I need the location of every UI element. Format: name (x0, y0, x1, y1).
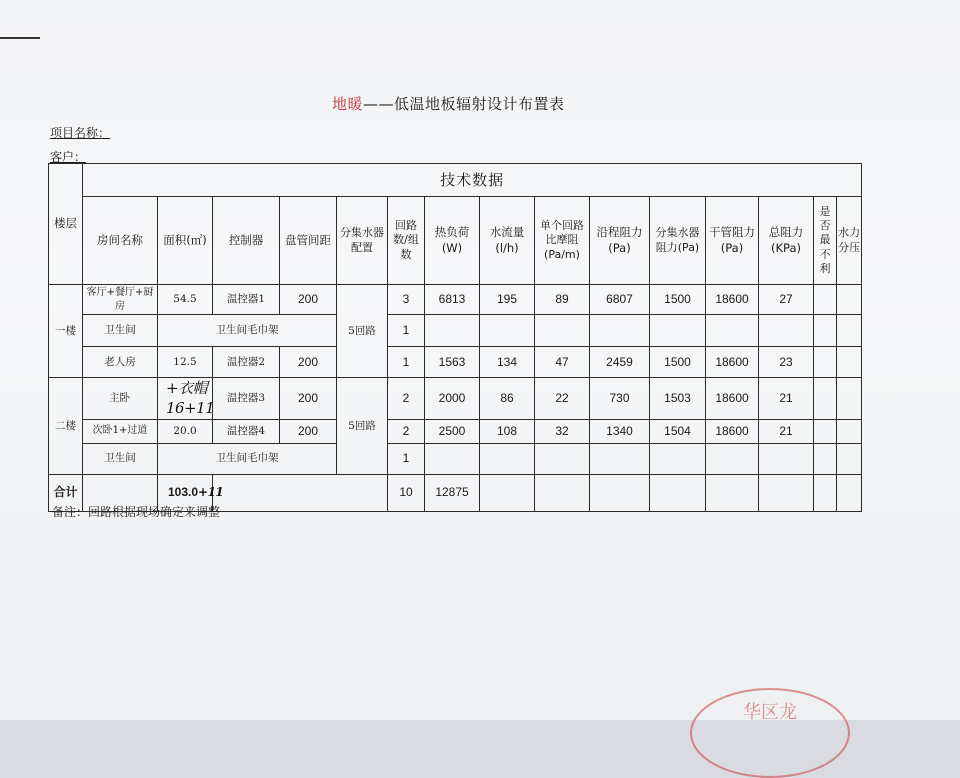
friction-value: 32 (535, 419, 590, 443)
main-res-cell (706, 315, 759, 347)
total-blank-cell (213, 474, 388, 511)
manifold-value: 5回路 (337, 285, 388, 378)
flow-cell (480, 315, 535, 347)
spacing-value: 200 (280, 378, 337, 420)
flow-value: 108 (480, 419, 535, 443)
col-manifold-config: 分集水器配置 (337, 197, 388, 285)
col-manifold-resistance: 分集水器阻力(Pa) (650, 197, 706, 285)
manifold-resistance-value: 1504 (650, 419, 706, 443)
total-load: 12875 (425, 474, 480, 511)
worst-case-cell (814, 285, 837, 315)
design-table (48, 163, 862, 512)
room-name (83, 378, 158, 420)
area-value: 20.0 (158, 419, 213, 443)
load-value: 2000 (425, 378, 480, 420)
load-cell (425, 443, 480, 474)
friction-cell (535, 315, 590, 347)
loops-value: 2 (388, 419, 425, 443)
document-title (332, 93, 565, 114)
room-name: 客厅+餐厅+厨房 (83, 285, 158, 315)
flow-value: 134 (480, 347, 535, 378)
col-area: 面积(㎡) (158, 197, 213, 285)
main-resistance-value: 18600 (706, 285, 759, 315)
controller-value: 温控器1 (213, 285, 280, 315)
controller-value: 温控器2 (213, 347, 280, 378)
total-manifold-cell (650, 474, 706, 511)
room-name: 卫生间 (83, 315, 158, 347)
friction-value: 89 (535, 285, 590, 315)
total-hydraulic-cell (837, 474, 862, 511)
hydraulic-cell (837, 378, 862, 420)
load-cell (425, 315, 480, 347)
main-res-cell (706, 443, 759, 474)
area-value: 12.5 (158, 347, 213, 378)
table-row (49, 443, 862, 474)
col-friction: 单个回路比摩阻(Pa/m) (535, 197, 590, 285)
loops-value: 2 (388, 378, 425, 420)
room-name: 老人房 (83, 347, 158, 378)
col-total-resistance: 总阻力(KPa) (759, 197, 814, 285)
worst-case-cell (814, 419, 837, 443)
controller-value: 温控器3 (213, 378, 280, 420)
total-total-cell (759, 474, 814, 511)
total-resistance-value: 21 (759, 419, 814, 443)
load-value: 1563 (425, 347, 480, 378)
load-value: 6813 (425, 285, 480, 315)
remark-note: 备注：回路根据现场确定来调整 (52, 505, 221, 519)
red-seal-stamp: 华区龙 (690, 688, 850, 778)
total-cell (759, 443, 814, 474)
total-area-handwriting: +11 (198, 485, 224, 500)
main-resistance-value: 18600 (706, 378, 759, 420)
worst-case-cell (814, 347, 837, 378)
col-hydraulic-pressure: 水力分压 (837, 197, 862, 285)
total-cell (759, 315, 814, 347)
project-name-field: 项目名称： (50, 126, 111, 140)
total-flow-cell (480, 474, 535, 511)
spacing-value: 200 (280, 419, 337, 443)
along-cell (590, 315, 650, 347)
hydraulic-cell (837, 347, 862, 378)
main-resistance-value: 18600 (706, 419, 759, 443)
total-main-cell (706, 474, 759, 511)
floor-header: 楼层 (49, 164, 83, 285)
along-resistance-value: 1340 (590, 419, 650, 443)
total-resistance-value: 27 (759, 285, 814, 315)
manifold-resistance-value: 1500 (650, 285, 706, 315)
total-area-value: 103.0 (168, 485, 199, 500)
col-worst-case: 是否最不利 (814, 197, 837, 285)
floor-label: 二楼 (49, 378, 83, 475)
total-along-cell (590, 474, 650, 511)
title-red-part: 地暖 (332, 95, 364, 113)
manifold-resistance-value: 1503 (650, 378, 706, 420)
flow-cell (480, 443, 535, 474)
loops-value: 3 (388, 285, 425, 315)
loops-value: 1 (388, 315, 425, 347)
area-value: 54.5 (158, 285, 213, 315)
manifold-res-cell (650, 443, 706, 474)
table-row (49, 315, 862, 347)
load-value: 2500 (425, 419, 480, 443)
col-room-name: 房间名称 (83, 197, 158, 285)
hydraulic-cell (837, 315, 862, 347)
handwritten-area: +衣帽 16+11 (158, 378, 213, 420)
table-row (49, 285, 862, 315)
loops-value: 1 (388, 347, 425, 378)
table-row (49, 347, 862, 378)
flow-value: 86 (480, 378, 535, 420)
controller-value: 温控器4 (213, 419, 280, 443)
main-resistance-value: 18600 (706, 347, 759, 378)
room-name-text: 主卧 (109, 392, 130, 405)
friction-cell (535, 443, 590, 474)
hydraulic-cell (837, 443, 862, 474)
hydraulic-cell (837, 419, 862, 443)
manifold-resistance-value: 1500 (650, 347, 706, 378)
margin-mark (0, 37, 40, 39)
table-row (49, 378, 862, 420)
col-along-resistance: 沿程阻力(Pa) (590, 197, 650, 285)
worst-case-cell (814, 443, 837, 474)
worst-case-cell (814, 315, 837, 347)
manifold-value: 5回路 (337, 378, 388, 475)
towel-rack-note: 卫生间毛巾架 (158, 443, 337, 474)
tech-data-header: 技术数据 (83, 164, 862, 197)
friction-value: 47 (535, 347, 590, 378)
along-resistance-value: 6807 (590, 285, 650, 315)
total-loops: 10 (388, 474, 425, 511)
floor-label: 一楼 (49, 285, 83, 378)
along-resistance-value: 730 (590, 378, 650, 420)
towel-rack-note: 卫生间毛巾架 (158, 315, 337, 347)
worst-case-cell (814, 378, 837, 420)
col-main-resistance: 干管阻力(Pa) (706, 197, 759, 285)
col-loop-count: 回路数/组数 (388, 197, 425, 285)
total-label: 合计 (49, 474, 83, 511)
friction-value: 22 (535, 378, 590, 420)
along-cell (590, 443, 650, 474)
along-resistance-value: 2459 (590, 347, 650, 378)
manifold-res-cell (650, 315, 706, 347)
col-water-flow: 水流量(l/h) (480, 197, 535, 285)
room-name: 卫生间 (83, 443, 158, 474)
table-row (49, 419, 862, 443)
col-controller: 控制器 (213, 197, 280, 285)
flow-value: 195 (480, 285, 535, 315)
total-resistance-value: 23 (759, 347, 814, 378)
total-friction-cell (535, 474, 590, 511)
hydraulic-cell (837, 285, 862, 315)
col-coil-spacing: 盘管间距 (280, 197, 337, 285)
room-name: 次卧1+过道 (83, 419, 158, 443)
spacing-value: 200 (280, 285, 337, 315)
loops-value: 1 (388, 443, 425, 474)
total-worst-cell (814, 474, 837, 511)
spacing-value: 200 (280, 347, 337, 378)
client-field: 客户： (50, 150, 87, 164)
col-heat-load: 热负荷(W) (425, 197, 480, 285)
total-resistance-value: 21 (759, 378, 814, 420)
title-rest: ——低温地板辐射设计布置表 (363, 95, 565, 113)
